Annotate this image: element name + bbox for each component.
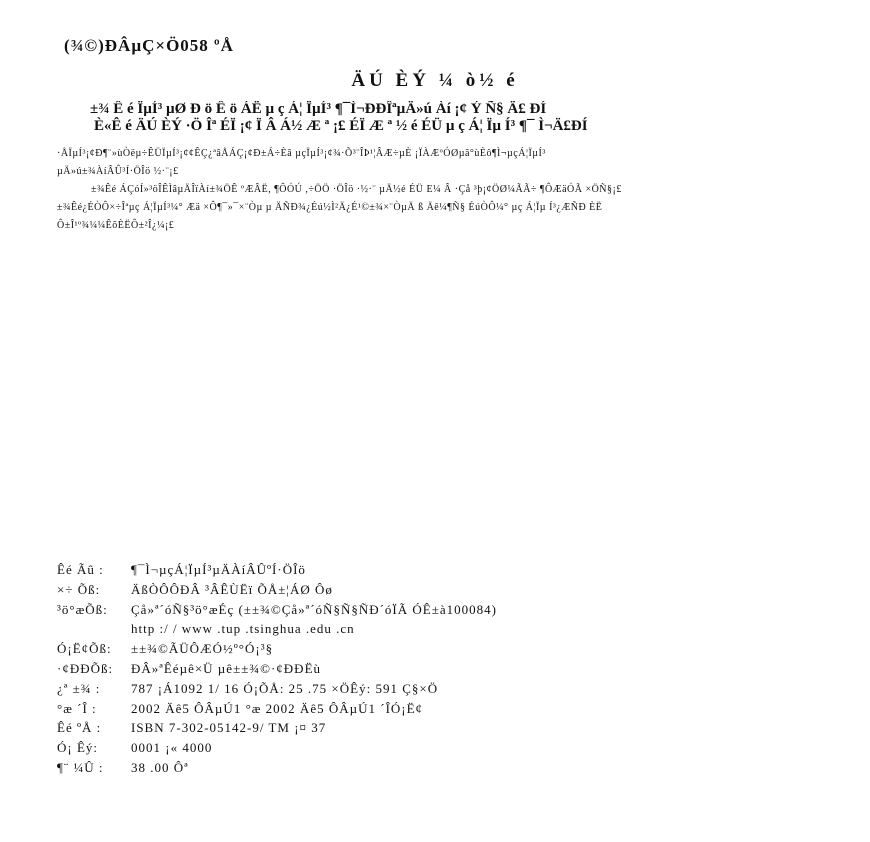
publisher-url: http :/ / www .tup .tsinghua .edu .cn: [131, 621, 355, 637]
abstract-lead-line: È«Ê é ÄÚ ÈÝ ·Ö Îª ÉÏ ¡¢ Ï Â Á½ Æ ª ¡£ ÉÏ Æ ª ½ é ÉÜ µ ç Á¦ Ïµ Í³ ¶¯ Ì¬Ä£ÐÍ: [94, 118, 588, 134]
info-value: ±±¾©ÃÜÔÆÓ½º°Ó¡³§: [131, 641, 274, 657]
info-label: Ó¡ Êý:: [57, 740, 99, 756]
abstract-line: ·ÅÏµÍ³¡¢Ð¶¨»ùÒëµ÷ÊÜÏµÍ³¡¢¢ÊÇ¿ªâÅÁÇ¡¢Ð±Á÷Èâ µçÏµÍ³¡¢¾·Õ³¨ÎÞ¹¦ÂÆ÷µÈ ¡ÏÀÆºÓØµã°ùÈô¶Ì¬µçÁ¦ÏµÍ³: [57, 148, 546, 159]
info-row-distributor: [57, 659, 657, 679]
info-label: ¶¨ ¼Û :: [57, 759, 104, 775]
info-row-edition: [57, 699, 657, 719]
info-row-title: [57, 560, 657, 580]
info-label: Ó¡Ë¢Õß:: [57, 641, 112, 657]
abstract-line: Ô±Î¹º¾¼¼ÊõÈËÔ±²Î¿¼¡£: [57, 220, 175, 231]
info-value: 787 ¡Á1092 1/ 16 Ó¡ÕÅ: 25 .75 ×ÖÊý: 591 Ç§×Ö: [131, 680, 439, 696]
info-value: ¶¯Ì¬µçÁ¦ÏµÍ³µÄÀíÂÛºÍ·ÖÎö: [131, 562, 306, 577]
info-label: °æ ´Î :: [57, 700, 97, 716]
info-value: Çå»ª´óÑ§³ö°æÉç (±±¾©Çå»ª´óÑ§Ñ§ÑÐ´óÏÃ ÓÊ±à100084): [131, 601, 497, 617]
info-row-url: [57, 619, 657, 639]
abstract-lead: [90, 101, 870, 135]
info-row-authors: [57, 580, 657, 600]
info-value: 0001 ¡« 4000: [131, 740, 213, 756]
info-row-print-run: [57, 738, 657, 758]
abstract-line: ±¾Êé ÁÇóÍ»³öÎÊÌâµÄÎïÀí±¾ÖÊ ºÆÂË, ¶ÔÓÚ ,÷ÖÖ ·ÖÎö ·½·¨ µÄ½é ÉÜ E¼ Â ·Çå ³þ¡¢ÖØ¼ÃÃ÷ ¶ÔÆäÓÃ ×ÖÑ§¡£: [91, 184, 622, 195]
info-row-isbn: [57, 718, 657, 738]
series-number: (¾©)ÐÂµÇ×Ö058 ºÅ: [64, 36, 234, 55]
info-row-price: [57, 758, 657, 778]
info-label: Êé ºÅ :: [57, 720, 102, 736]
info-value: ÄßÒÔÔÐÂ ³ÂÊÙËï ÕÅ±¦ÁØ Ôø: [131, 581, 333, 597]
info-value: 2002 Äê5 ÔÂµÚ1 °æ 2002 Äê5 ÔÂµÚ1 ´ÎÓ¡Ë¢: [131, 700, 424, 716]
info-label: ³ö°æÕß:: [57, 601, 108, 617]
abstract-lead-line: ±¾ Ê é ÏµÍ³ µØ Ð ö Ê ö ÁË µ ç Á¦ ÏµÍ³ ¶¯Ì¬ÐÐÎªµÄ»ú Àí ¡¢ Ý Ñ§ Ä£ ÐÍ: [90, 101, 547, 117]
info-row-format: [57, 679, 657, 699]
info-row-printer: [57, 639, 657, 659]
abstract-text: [57, 145, 862, 235]
info-row-publisher: [57, 600, 657, 620]
info-value: 38 .00 Ôª: [131, 759, 189, 775]
abstract-line: µÄ»ú±¾ÀíÂÛ³Í·ÖÎö ½·¨¡£: [57, 166, 179, 177]
abstract-line: ±¾Êé¿ÉÒÔ×÷Îªµç Á¦ÏµÍ³¼° Æä ×Ô¶¯»¯×¨Òµ µ ÄÑÐ¾¿Éú½Ì²Ä¿É¹©±¾×¨ÒµÄ ß Äê¼¶Ñ§ ÉúÒÔ¼° µç Á¦Ïµ Í³¿ÆÑÐ ÈË: [57, 202, 603, 213]
page-title: ÄÚ ÈÝ ¼ ò½ é: [351, 70, 519, 91]
info-label: ·¢ÐÐÕß:: [57, 660, 114, 676]
info-label: [57, 619, 131, 639]
info-label: ×÷ Õß:: [57, 581, 101, 597]
info-value: ÐÂ»ªÊéµê×Ü µê±±¾©·¢ÐÐËù: [131, 660, 322, 676]
publication-info: [57, 560, 657, 778]
info-label: Êé Ãû :: [57, 562, 104, 577]
info-value: ISBN 7-302-05142-9/ TM ¡¤ 37: [131, 720, 327, 736]
info-label: ¿ª ±¾ :: [57, 680, 101, 696]
